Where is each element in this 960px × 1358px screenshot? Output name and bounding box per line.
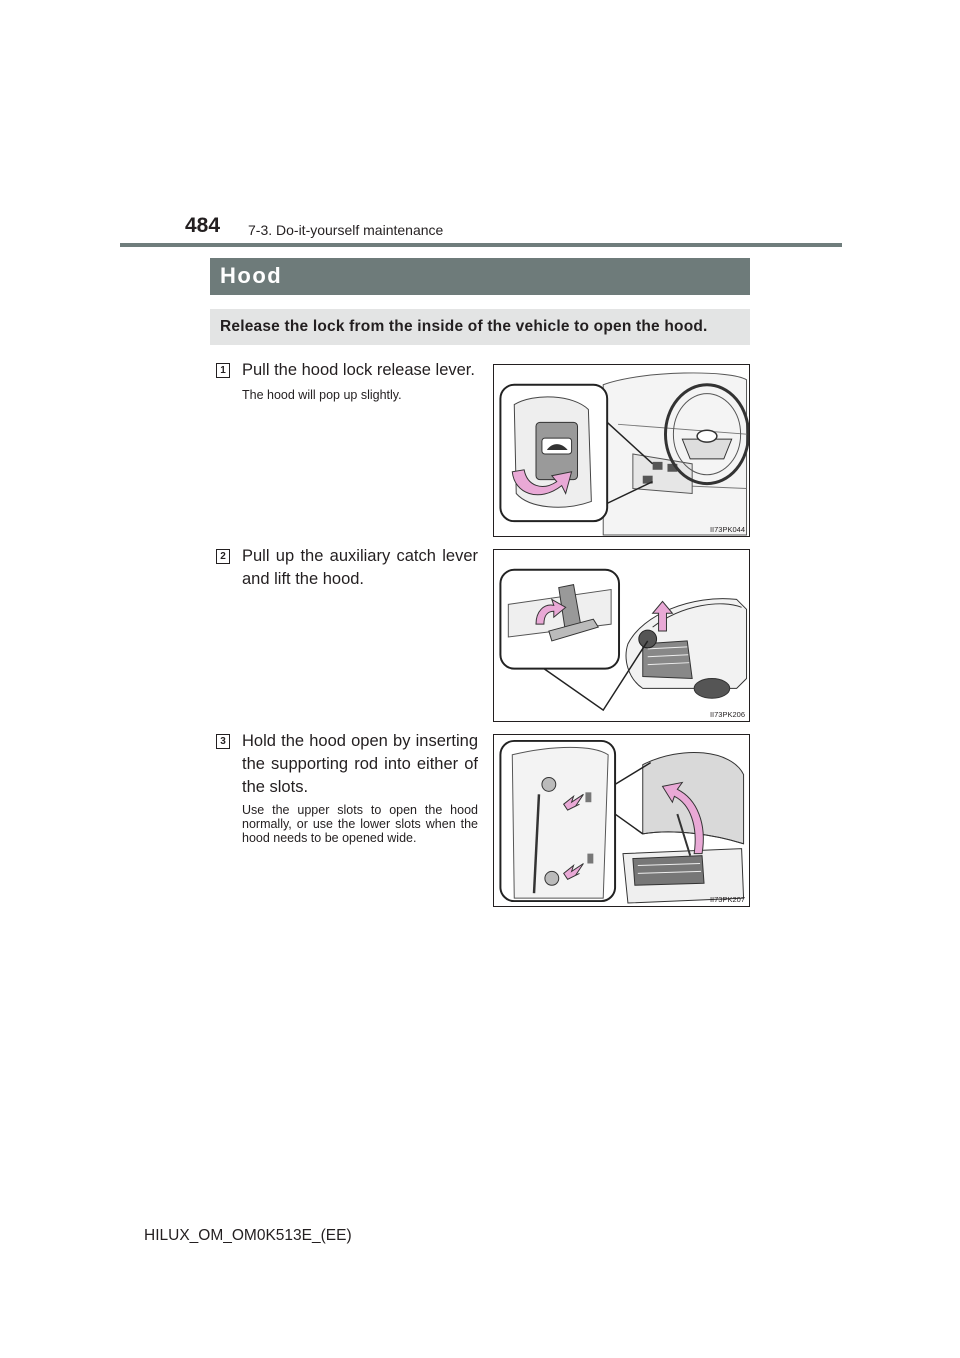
intro-text: Release the lock from the inside of the vehicle to open the hood. xyxy=(220,318,708,335)
figure-code-2: II73PK206 xyxy=(709,710,745,719)
footer-document-code: HILUX_OM_OM0K513E_(EE) xyxy=(144,1227,352,1244)
figure-hood-release-lever xyxy=(493,364,750,537)
figure-supporting-rod xyxy=(493,734,750,907)
step-1-note: The hood will pop up slightly. xyxy=(242,388,402,402)
page-title-bar xyxy=(210,258,750,295)
supporting-rod-illustration xyxy=(494,735,749,906)
step-3-note: Use the upper slots to open the hood normally, or use the lower slots when the hood needs to be opened wide. xyxy=(242,803,478,845)
header-rule xyxy=(120,243,842,247)
page-title: Hood xyxy=(220,263,283,288)
section-title: 7-3. Do-it-yourself maintenance xyxy=(248,222,444,238)
figure-code-1: II73PK044 xyxy=(709,525,745,534)
page-number: 484 xyxy=(185,214,221,237)
step-number-2: 2 xyxy=(216,549,230,564)
figure-auxiliary-catch-lever xyxy=(493,549,750,722)
figure-code-3: II73PK207 xyxy=(709,895,745,904)
step-3-text: Hold the hood open by inserting the supporting rod into either of the slots. xyxy=(242,732,478,796)
hood-release-lever-illustration xyxy=(494,365,749,536)
step-number-1: 1 xyxy=(216,363,230,378)
step-2-text: Pull up the auxiliary catch lever and lift the hood. xyxy=(242,547,478,588)
intro-bar xyxy=(210,309,750,345)
step-number-3: 3 xyxy=(216,734,230,749)
step-1-text: Pull the hood lock release lever. xyxy=(242,361,475,379)
auxiliary-catch-lever-illustration xyxy=(494,550,749,721)
